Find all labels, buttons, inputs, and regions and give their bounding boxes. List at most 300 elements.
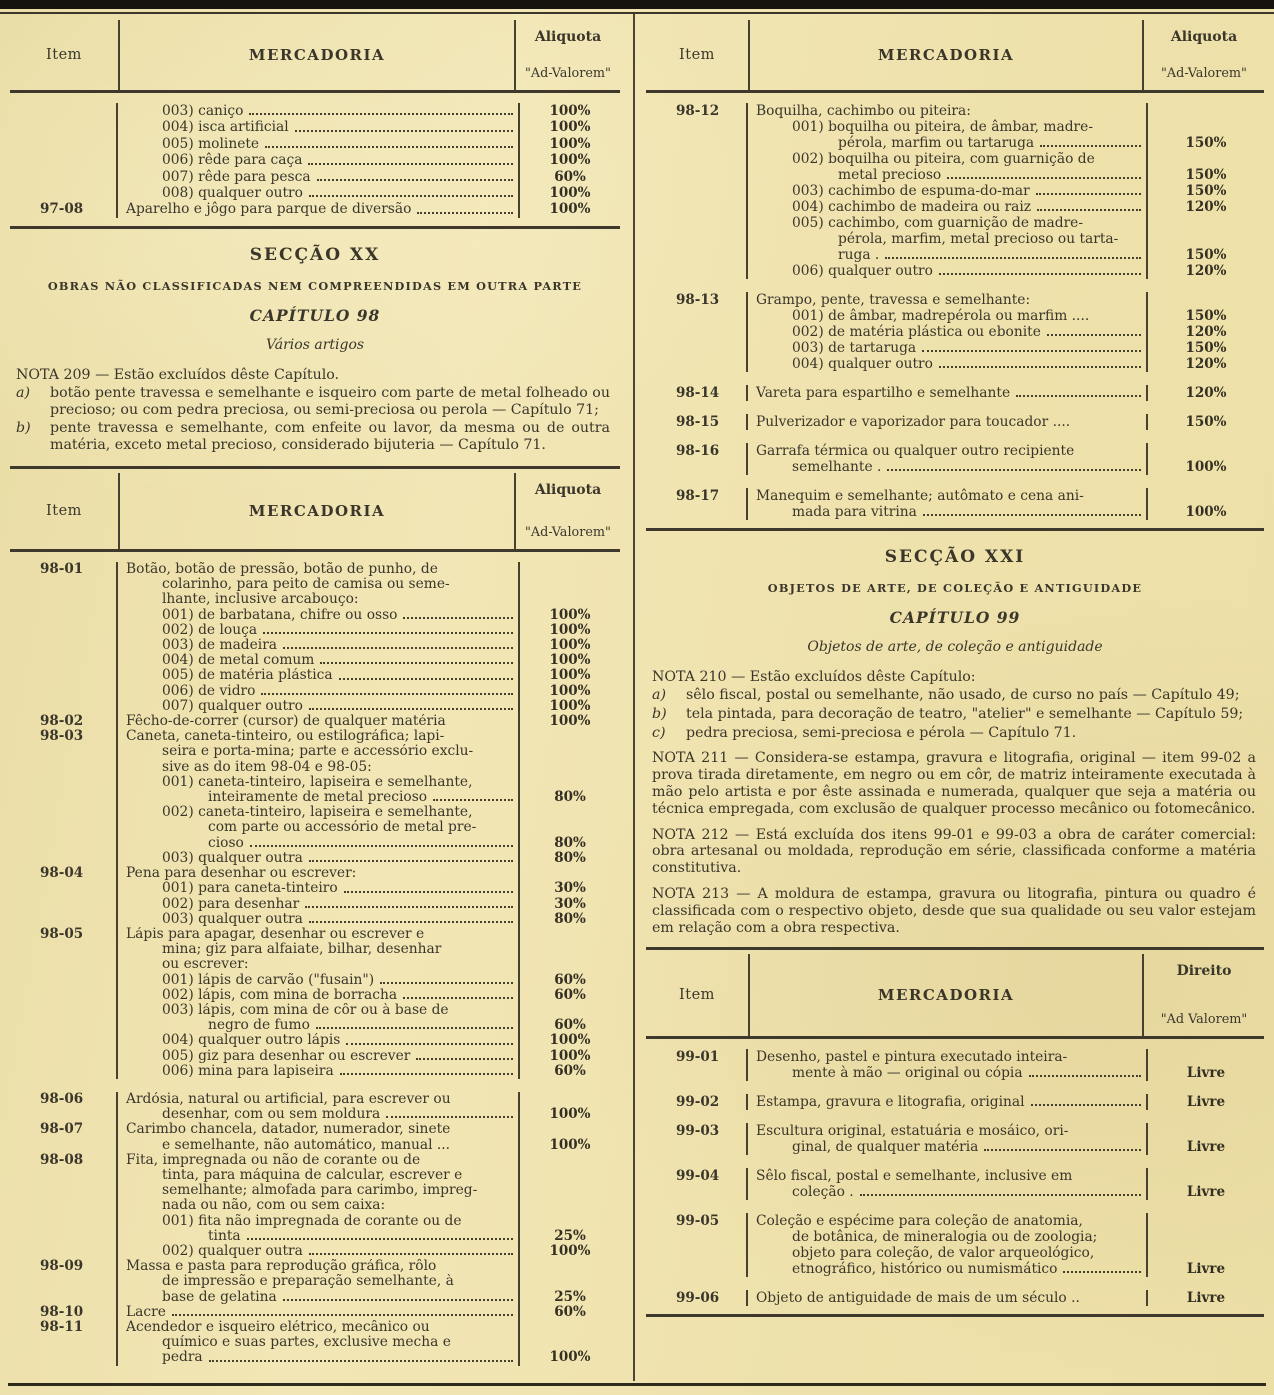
rate-cell: 120%: [1185, 356, 1227, 372]
page-columns: [0, 16, 1274, 1374]
item-code-cell: [646, 1184, 748, 1200]
mercadoria-cell: [748, 1094, 1148, 1110]
rate-cell: 150%: [1185, 167, 1227, 183]
table-body: [646, 1039, 1264, 1314]
mercadoria-cell: [118, 1033, 520, 1048]
item-code-cell: [646, 135, 748, 151]
rate-cell: 150%: [1185, 247, 1227, 263]
dotted-leader: [308, 163, 513, 165]
nota-210-item-c: [652, 725, 1258, 742]
mercadoria-text: Lápis para apagar, desenhar ou escrever e: [126, 926, 425, 942]
mercadoria-cell: [748, 215, 1148, 231]
mercadoria-cell: [118, 1320, 520, 1335]
mercadoria-cell: [748, 1184, 1148, 1200]
rate-cell: [520, 1198, 620, 1213]
table-row: [646, 1184, 1264, 1200]
tariff-table-97: [10, 20, 620, 229]
rate-cell: [520, 805, 620, 820]
table-row: [10, 1168, 620, 1183]
mercadoria-cell: [118, 152, 520, 168]
table-row: [10, 957, 620, 972]
item-code-cell: [10, 169, 118, 185]
dotted-leader: [346, 1043, 513, 1045]
dotted-leader: [433, 799, 513, 801]
dotted-leader: [250, 845, 513, 847]
mercadoria-cell: [118, 577, 520, 592]
item-code-cell: [10, 1168, 118, 1183]
rate-cell: [1148, 119, 1264, 135]
dotted-leader: [386, 1116, 513, 1118]
table-row: [646, 151, 1264, 167]
table-row: [10, 1183, 620, 1198]
mercadoria-cell: [748, 340, 1148, 356]
dotted-leader: [417, 212, 513, 214]
mercadoria-cell: [118, 805, 520, 820]
item-code-cell: [10, 1198, 118, 1213]
item-code-cell: 98-09: [10, 1259, 118, 1274]
item-code-cell: 98-01: [10, 562, 118, 577]
dotted-leader: [1036, 193, 1141, 195]
item-code-cell: [10, 653, 118, 668]
rate-cell: 100%: [549, 152, 591, 169]
item-code-cell: 99-02: [646, 1094, 748, 1110]
mercadoria-text: 001) de âmbar, madrepérola ou marfim ....: [792, 308, 1090, 324]
rate-cell: [520, 744, 620, 759]
mercadoria-text: Pulverizador e vaporizador para toucador ....: [756, 414, 1071, 430]
table-header: [646, 954, 1264, 1039]
rate-cell: 80%: [554, 834, 586, 851]
mercadoria-text: com parte ou accessório de metal pre-: [208, 820, 477, 836]
mercadoria-cell: [748, 443, 1148, 459]
mercadoria-text: 004) qualquer outro: [792, 356, 933, 372]
section-title: SECÇÃO XXI: [884, 547, 1026, 567]
item-code-cell: [10, 577, 118, 592]
mercadoria-cell: [118, 1138, 520, 1153]
rate-cell: 100%: [549, 185, 591, 202]
table-row: [10, 820, 620, 835]
item-code-cell: 99-04: [646, 1168, 748, 1184]
rate-cell: 25%: [554, 1227, 586, 1244]
rate-cell: [520, 1003, 620, 1018]
table-row: [646, 1139, 1264, 1155]
mercadoria-cell: [748, 1065, 1148, 1081]
mercadoria-cell: [118, 1274, 520, 1289]
item-code-cell: [10, 836, 118, 851]
chapter-heading: CAPÍTULO 99: [889, 608, 1021, 627]
rate-cell: [1148, 1229, 1264, 1245]
table-row: [646, 247, 1264, 263]
item-code-cell: [10, 942, 118, 957]
item-code-cell: [646, 183, 748, 199]
table-row: [646, 215, 1264, 231]
mercadoria-cell: [118, 1107, 520, 1122]
rate-cell: 100%: [549, 667, 591, 684]
dotted-leader: [403, 617, 513, 619]
list-label: b): [652, 705, 667, 722]
mercadoria-cell: [118, 1214, 520, 1229]
table-row: [10, 1350, 620, 1365]
item-code-cell: [10, 119, 118, 135]
rate-cell: [520, 562, 620, 577]
mercadoria-cell: [118, 1049, 520, 1064]
mercadoria-cell: [118, 185, 520, 201]
table-row: [10, 1018, 620, 1033]
item-code-cell: 98-13: [646, 292, 748, 308]
table-row: [646, 385, 1264, 401]
dotted-leader: [249, 113, 513, 115]
right-column: [624, 16, 1274, 1374]
mercadoria-text: desenhar, com ou sem moldura: [162, 1107, 381, 1123]
mercadoria-cell: [118, 562, 520, 577]
mercadoria-cell: [118, 1198, 520, 1213]
mercadoria-cell: [748, 1290, 1148, 1306]
item-code-cell: 98-11: [10, 1320, 118, 1335]
table-row: [10, 1122, 620, 1137]
rate-cell: [520, 760, 620, 775]
rate-cell: [520, 820, 620, 835]
mercadoria-cell: [118, 623, 520, 638]
table-row: [646, 443, 1264, 459]
nota-210-item-b: [652, 706, 1258, 723]
item-code-cell: 98-15: [646, 414, 748, 430]
mercadoria-text: ginal, de qualquer matéria: [792, 1139, 979, 1156]
rate-cell: [520, 729, 620, 744]
rate-cell: [1148, 231, 1264, 247]
mercadoria-text: Objeto de antiguidade de mais de um século ..: [756, 1290, 1080, 1307]
mercadoria-text: Vareta para espartilho e semelhante: [756, 385, 1011, 401]
rate-cell: 60%: [554, 1303, 586, 1320]
mercadoria-text: seira e porta-mina; parte e accessório exclu-: [162, 744, 474, 760]
table-row: [10, 836, 620, 851]
table-row: [10, 592, 620, 607]
column-header-aliquota: [1144, 20, 1264, 90]
mercadoria-cell: [118, 638, 520, 653]
table-row: [646, 324, 1264, 340]
table-header: [10, 20, 620, 93]
rate-cell: [1148, 1213, 1264, 1229]
mercadoria-text: 005) giz para desenhar ou escrever: [162, 1048, 411, 1064]
mercadoria-text: semelhante; almofada para carimbo, impreg-: [162, 1183, 478, 1199]
mercadoria-text: tinta: [208, 1228, 241, 1244]
dotted-leader: [209, 1360, 513, 1362]
item-code-cell: [646, 324, 748, 340]
column-header-direito: [1144, 954, 1264, 1036]
rate-cell: 150%: [1185, 135, 1227, 151]
mercadoria-text: 004) de metal comum: [162, 653, 315, 669]
item-code-cell: 99-05: [646, 1213, 748, 1229]
mercadoria-cell: [118, 668, 520, 683]
mercadoria-cell: [118, 1092, 520, 1107]
list-label: a): [652, 687, 666, 703]
item-code-cell: [10, 1214, 118, 1229]
mercadoria-cell: [118, 744, 520, 759]
rate-cell: [520, 957, 620, 972]
mercadoria-text: de botânica, de mineralogia ou de zoologia;: [792, 1229, 1098, 1246]
item-code-cell: 99-03: [646, 1123, 748, 1139]
item-code-cell: [646, 167, 748, 183]
mercadoria-cell: [748, 1049, 1148, 1065]
mercadoria-cell: [748, 1168, 1148, 1184]
rate-cell: [520, 592, 620, 607]
list-text: sêlo fiscal, postal ou semelhante, não usado, de curso no país — Capítulo 49;: [686, 687, 1240, 703]
mercadoria-cell: [748, 1245, 1148, 1261]
item-code-cell: [10, 744, 118, 759]
item-code-cell: [10, 1138, 118, 1153]
mercadoria-cell: [118, 1183, 520, 1198]
dotted-leader: [263, 632, 513, 634]
dotted-leader: [947, 177, 1141, 179]
mercadoria-cell: [118, 592, 520, 607]
mercadoria-text: colarinho, para peito de camisa ou seme-: [162, 577, 450, 593]
mercadoria-text: 007) rêde para pesca: [162, 168, 311, 185]
table-row: [646, 199, 1264, 215]
ad-valorem-label: "Ad-Valorem": [1161, 66, 1247, 81]
dotted-leader: [305, 906, 513, 908]
mercadoria-text: 002) lápis, com mina de borracha: [162, 987, 398, 1003]
nota-211-paragraph: NOTA 211 — Considera-se estampa, gravura e litografia, original — item 99-02 a prova tirada diretamente, em negro ou em côr, de matriz inteiramente executada à mão pelo artista e por êste assinada e numerada, qualquer que seja a matéria ou técnica empregada, com exclusão de qualquer processo mecânico ou fotomecânico.: [652, 750, 1256, 817]
item-code-cell: [10, 592, 118, 607]
nota-209-item-b: [16, 420, 614, 454]
item-code-cell: [10, 973, 118, 988]
item-code-cell: [10, 1033, 118, 1048]
mercadoria-text: 004) qualquer outro lápis: [162, 1033, 341, 1049]
dotted-leader: [1047, 334, 1141, 336]
mercadoria-cell: [748, 151, 1148, 167]
rate-cell: Livre: [1186, 1261, 1226, 1278]
rate-cell: [1148, 151, 1264, 167]
table-row: [646, 263, 1264, 279]
rate-cell: 120%: [1185, 324, 1227, 340]
mercadoria-text: pérola, marfim ou tartaruga: [838, 135, 1035, 151]
item-code-cell: 98-06: [10, 1092, 118, 1107]
item-code-cell: [646, 119, 748, 135]
rate-cell: 150%: [1185, 308, 1227, 324]
item-code-cell: 97-08: [10, 201, 118, 217]
table-row: [10, 136, 620, 152]
rate-cell: [520, 577, 620, 592]
item-code-cell: [10, 820, 118, 835]
rate-cell: [1148, 488, 1264, 504]
item-code-cell: [10, 1018, 118, 1033]
rate-cell: [520, 942, 620, 957]
item-code-cell: [10, 790, 118, 805]
table-bottom-rule: [10, 226, 620, 229]
table-row: [10, 1107, 620, 1122]
mercadoria-cell: [118, 942, 520, 957]
mercadoria-text: 001) lápis de carvão ("fusain"): [162, 972, 375, 988]
column-header-aliquota: [516, 473, 620, 549]
ad-valorem-label: "Ad-Valorem": [525, 66, 611, 81]
item-code-cell: [646, 1139, 748, 1155]
mercadoria-text: Aparelho e jôgo para parque de diversão: [126, 201, 412, 218]
mercadoria-text: 006) rêde para caça: [162, 152, 303, 169]
mercadoria-text: 003) cachimbo de espuma-do-mar: [792, 183, 1030, 199]
table-row: [10, 1305, 620, 1320]
item-code-cell: 98-05: [10, 927, 118, 942]
dotted-leader: [1031, 1104, 1141, 1106]
rate-cell: [1148, 1245, 1264, 1261]
list-label: b): [16, 420, 31, 437]
mercadoria-text: 006) de vidro: [162, 683, 256, 699]
left-column: [0, 16, 624, 1374]
mercadoria-text: Caneta, caneta-tinteiro, ou estilográfica; lapi-: [126, 729, 445, 745]
mercadoria-text: Pena para desenhar ou escrever:: [126, 866, 357, 882]
item-code-cell: [10, 103, 118, 119]
table-row: [10, 1003, 620, 1018]
table-row: [10, 1244, 620, 1259]
dotted-leader: [265, 146, 513, 148]
table-row: [10, 760, 620, 775]
rate-cell: 30%: [554, 895, 586, 912]
mercadoria-text: de impressão e preparação semelhante, à: [162, 1274, 454, 1290]
item-code-cell: [10, 1049, 118, 1064]
list-label: c): [652, 724, 666, 741]
rate-cell: [1148, 1049, 1264, 1065]
item-code-cell: [10, 699, 118, 714]
nota-209-item-a: [16, 385, 614, 419]
rate-cell: [520, 775, 620, 790]
table-row: [10, 1274, 620, 1289]
table-row: [10, 103, 620, 119]
mercadoria-text: negro de fumo: [208, 1018, 310, 1034]
rate-cell: 100%: [549, 637, 591, 654]
dotted-leader: [923, 514, 1141, 516]
item-code-cell: [646, 1065, 748, 1081]
rate-cell: 150%: [1185, 183, 1227, 199]
table-row: [10, 973, 620, 988]
mercadoria-cell: [748, 103, 1148, 119]
rate-cell: [520, 1320, 620, 1335]
table-row: [10, 1229, 620, 1244]
mercadoria-text: 003) qualquer outra: [162, 850, 303, 866]
mercadoria-text: Grampo, pente, travessa e semelhante:: [756, 292, 1031, 308]
page-bottom-rule: [8, 1383, 1266, 1386]
item-code-cell: [10, 851, 118, 866]
mercadoria-cell: [118, 1064, 520, 1079]
mercadoria-cell: [748, 183, 1148, 199]
rate-cell: [520, 1092, 620, 1107]
table-row: [10, 1092, 620, 1107]
aliquota-label: Aliquota: [534, 29, 602, 45]
aliquota-label: Aliquota: [1170, 29, 1238, 45]
item-code-cell: 98-17: [646, 488, 748, 504]
chapter-heading: CAPÍTULO 98: [249, 305, 381, 325]
table-row: [646, 459, 1264, 475]
table-row: [10, 653, 620, 668]
dotted-leader: [380, 982, 513, 984]
rate-cell: 60%: [554, 1017, 586, 1034]
item-code-cell: [646, 263, 748, 279]
rate-cell: Livre: [1186, 1065, 1226, 1082]
mercadoria-cell: [118, 608, 520, 623]
rate-cell: 60%: [554, 168, 586, 185]
table-row: [646, 308, 1264, 324]
mercadoria-cell: [118, 790, 520, 805]
mercadoria-text: e semelhante, não automático, manual ...: [162, 1137, 451, 1153]
mercadoria-cell: [748, 135, 1148, 151]
rate-cell: 120%: [1185, 385, 1227, 401]
mercadoria-text: Fêcho-de-correr (cursor) de qualquer matéria: [126, 714, 446, 730]
item-code-cell: [10, 668, 118, 683]
mercadoria-text: pérola, marfim, metal precioso ou tarta-: [838, 231, 1119, 247]
mercadoria-text: Fita, impregnada ou não de corante ou de: [126, 1152, 421, 1168]
rate-cell: 150%: [1185, 340, 1227, 356]
dotted-leader: [283, 1299, 513, 1301]
list-text: pedra preciosa, semi-preciosa e pérola — Capítulo 71.: [686, 724, 1077, 741]
rate-cell: 120%: [1185, 199, 1227, 215]
table-header: [10, 473, 620, 552]
chapter-subtitle: Objetos de arte, de coleção e antiguidade: [807, 639, 1103, 655]
table-row: [10, 1214, 620, 1229]
mercadoria-text: 002) de matéria plástica ou ebonite: [792, 324, 1041, 340]
mercadoria-cell: [748, 119, 1148, 135]
rate-cell: [520, 1122, 620, 1137]
mercadoria-cell: [748, 488, 1148, 504]
mercadoria-text: 005) molinete: [162, 135, 260, 152]
dotted-leader: [860, 1194, 1141, 1196]
table-body: [10, 93, 620, 226]
mercadoria-text: tinta, para máquina de calcular, escrever e: [162, 1167, 463, 1183]
rate-cell: Livre: [1186, 1094, 1226, 1111]
dotted-leader: [320, 662, 513, 664]
mercadoria-cell: [118, 927, 520, 942]
section-xxi: [646, 547, 1264, 936]
mercadoria-cell: [118, 201, 520, 217]
item-code-cell: [646, 504, 748, 520]
item-code-cell: 99-01: [646, 1049, 748, 1065]
rate-cell: [520, 1183, 620, 1198]
rate-cell: 100%: [549, 1106, 591, 1123]
rate-cell: 100%: [549, 606, 591, 623]
mercadoria-text: 008) qualquer outro: [162, 185, 303, 202]
mercadoria-cell: [748, 504, 1148, 520]
mercadoria-text: inteiramente de metal precioso: [208, 790, 428, 806]
mercadoria-text: 005) cachimbo, com guarnição de madre-: [792, 215, 1084, 231]
item-code-cell: [646, 1245, 748, 1261]
mercadoria-cell: [118, 957, 520, 972]
item-code-cell: 99-06: [646, 1290, 748, 1306]
rate-cell: 100%: [549, 103, 591, 119]
column-header-item: Item: [646, 954, 750, 1036]
table-row: [10, 790, 620, 805]
item-code-cell: [10, 1183, 118, 1198]
table-row: [10, 1320, 620, 1335]
rate-cell: 150%: [1185, 414, 1227, 430]
section-xx: [10, 245, 620, 454]
table-row: [10, 562, 620, 577]
item-code-cell: 98-14: [646, 385, 748, 401]
dotted-leader: [344, 891, 513, 893]
mercadoria-text: 001) fita não impregnada de corante ou de: [162, 1213, 462, 1229]
table-row: [646, 356, 1264, 372]
mercadoria-text: 006) qualquer outro: [792, 263, 933, 279]
mercadoria-text: Carimbo chancela, datador, numerador, sinete: [126, 1122, 451, 1138]
item-code-cell: [10, 881, 118, 896]
item-code-cell: [10, 136, 118, 152]
section-subtitle: OBJETOS DE ARTE, DE COLEÇÃO E ANTIGUIDADE: [767, 581, 1143, 595]
table-row: [10, 684, 620, 699]
item-code-cell: [646, 247, 748, 263]
nota-209-intro: NOTA 209 — Estão excluídos dêste Capítulo.: [16, 366, 340, 383]
mercadoria-text: 001) boquilha ou piteira, de âmbar, madre-: [792, 119, 1093, 135]
item-code-cell: [10, 1274, 118, 1289]
table-row: [10, 714, 620, 729]
dotted-leader: [339, 678, 513, 680]
table-row: [646, 1049, 1264, 1065]
mercadoria-text: 003) de tartaruga: [792, 340, 917, 356]
rate-cell: Livre: [1186, 1139, 1226, 1156]
section-title: SECÇÃO XX: [249, 244, 381, 265]
